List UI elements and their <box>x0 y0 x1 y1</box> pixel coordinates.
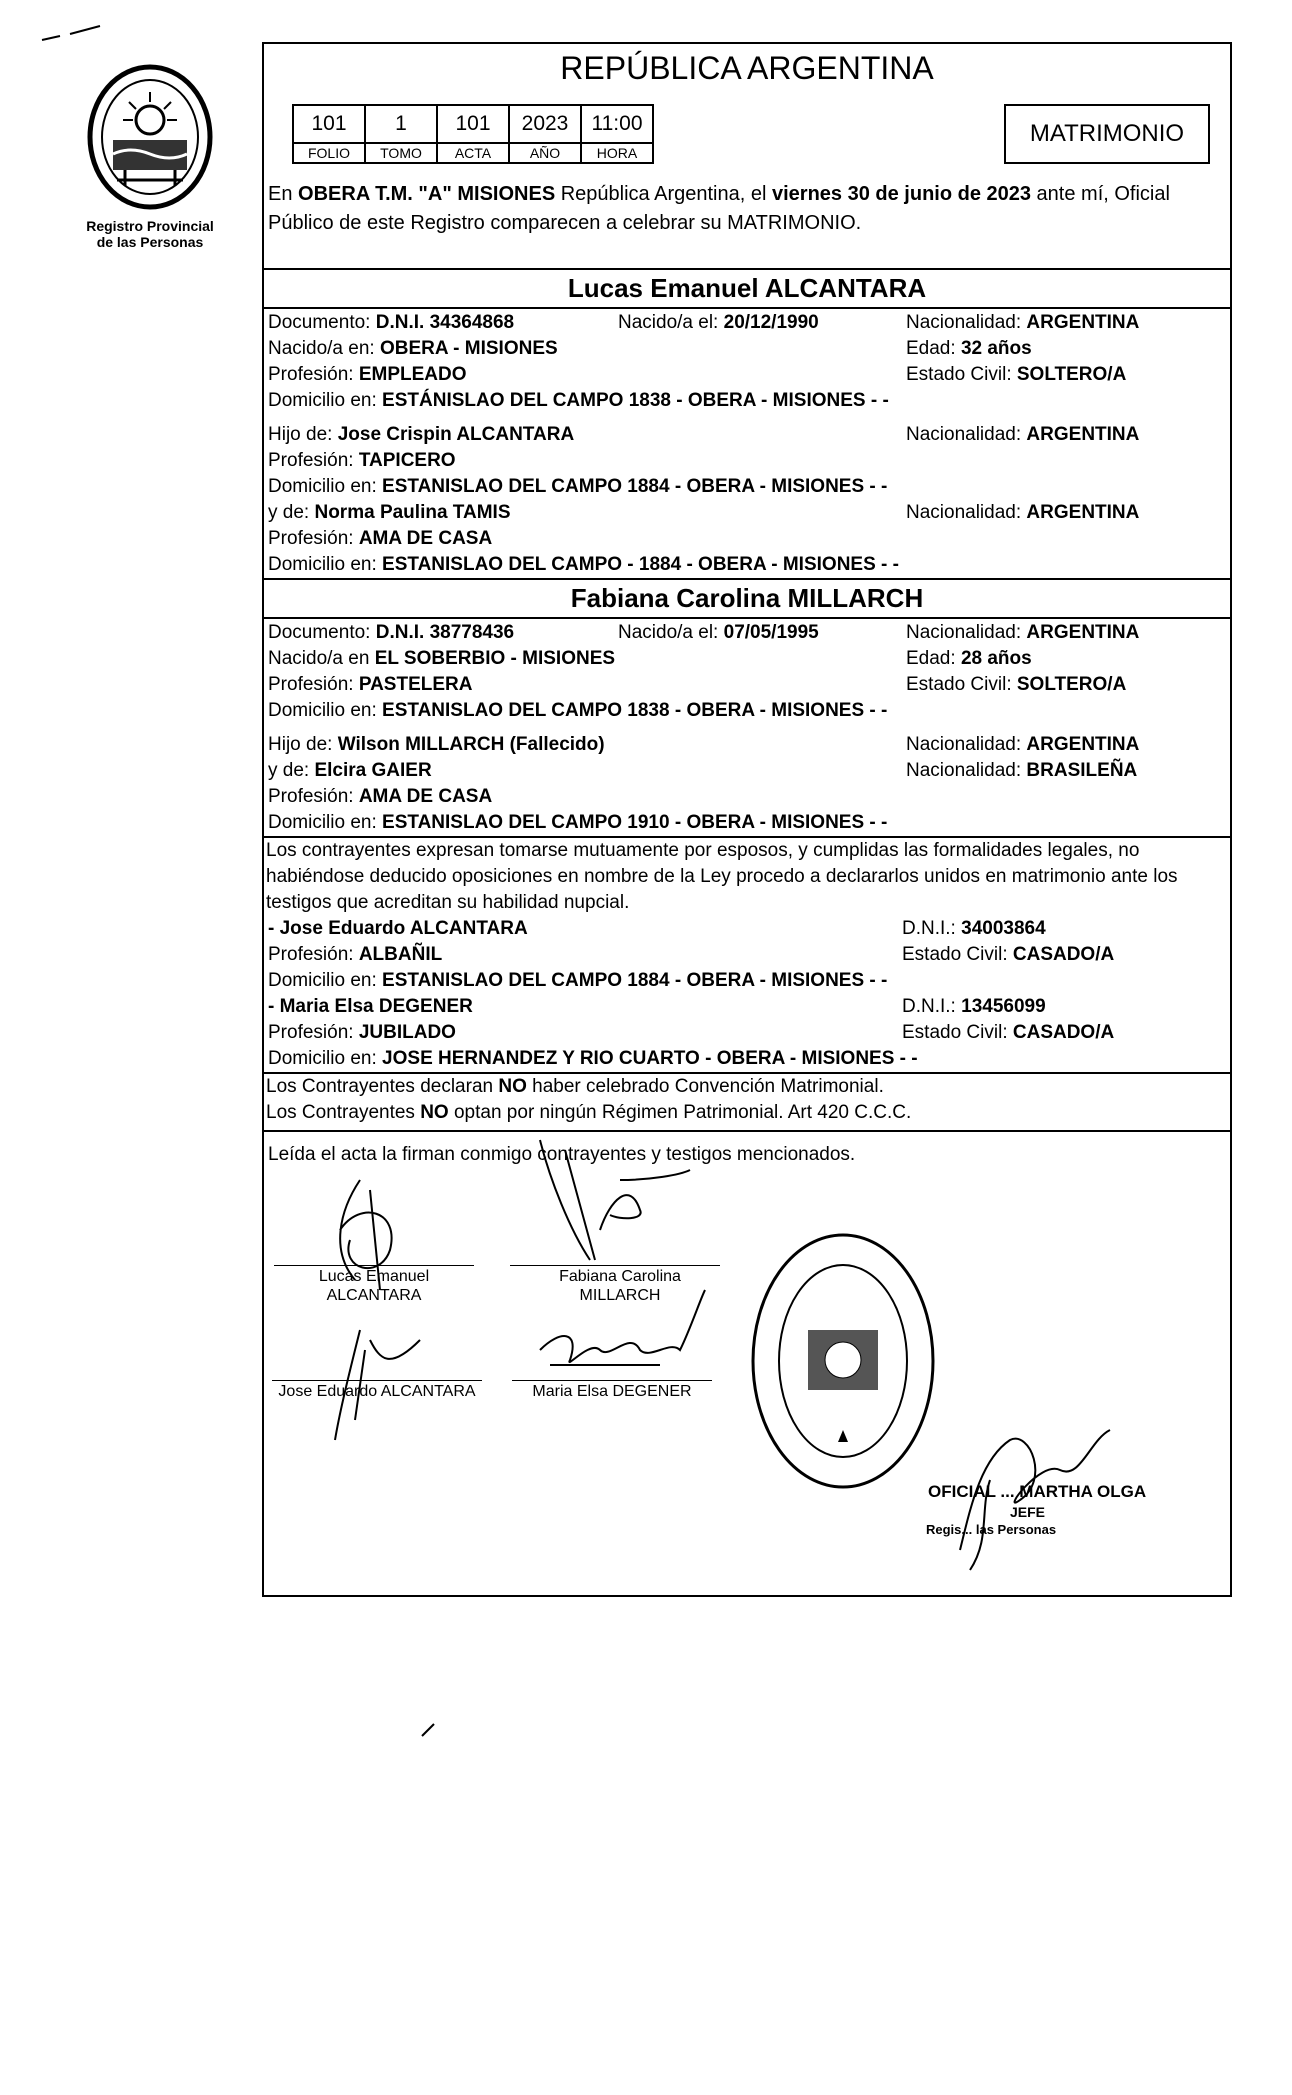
bride-father: Hijo de: Wilson MILLARCH (Fallecido) <box>268 734 605 755</box>
official-stamp-line1: OFICIAL ... MARTHA OLGA <box>928 1482 1147 1501</box>
witness1-profession: Profesión: ALBAÑIL <box>268 944 443 965</box>
intro-paragraph <box>268 180 1228 238</box>
bride-mother-profession: Profesión: AMA DE CASA <box>268 786 493 807</box>
groom-father: Hijo de: Jose Crispin ALCANTARA <box>268 424 575 445</box>
bride-nationality: Nacionalidad: ARGENTINA <box>906 622 1140 643</box>
bride-address: Domicilio en: ESTANISLAO DEL CAMPO 1838 - OBERA - MISIONES - - <box>268 700 888 721</box>
hora-label: HORA <box>581 143 653 163</box>
registry-logo <box>70 62 230 252</box>
bride-birthplace: Nacido/a en EL SOBERBIO - MISIONES <box>268 648 616 669</box>
record-id-table <box>292 104 654 164</box>
groom-civil-status: Estado Civil: SOLTERO/A <box>906 364 1127 385</box>
witness1-name: - Jose Eduardo ALCANTARA <box>268 918 528 939</box>
bride-profession: Profesión: PASTELERA <box>268 674 473 695</box>
groom-birthplace: Nacido/a en: OBERA - MISIONES <box>268 338 558 359</box>
closing-statement: Leída el acta la firman conmigo contrayentes y testigos mencionados. <box>268 1144 856 1165</box>
witness2-dni: D.N.I.: 13456099 <box>902 996 1046 1017</box>
witness2-signature-caption: Maria Elsa DEGENER <box>532 1383 692 1400</box>
groom-father-nationality: Nacionalidad: ARGENTINA <box>906 424 1140 445</box>
acta-label: ACTA <box>437 143 509 163</box>
registry-seal-icon <box>748 1230 938 1492</box>
tomo-value: 1 <box>365 105 437 143</box>
divider <box>262 307 1232 309</box>
intro-text-2: República Argentina, el <box>555 183 772 205</box>
groom-profession: Profesión: EMPLEADO <box>268 364 467 385</box>
registry-caption-line1: Registro Provincial <box>86 218 214 234</box>
groom-age: Edad: 32 años <box>906 338 1032 359</box>
groom-signature-caption: Lucas Emanuel ALCANTARA <box>318 1268 430 1304</box>
province-emblem-icon <box>85 62 215 212</box>
divider <box>262 1072 1232 1074</box>
groom-mother-address: Domicilio en: ESTANISLAO DEL CAMPO - 1884 - OBERA - MISIONES - - <box>268 554 899 575</box>
witness2-address: Domicilio en: JOSE HERNANDEZ Y RIO CUARTO - OBERA - MISIONES - - <box>268 1048 918 1069</box>
intro-text-1: En <box>268 183 299 205</box>
folio-value: 101 <box>293 105 365 143</box>
groom-nationality: Nacionalidad: ARGENTINA <box>906 312 1140 333</box>
bride-mother-address: Domicilio en: ESTANISLAO DEL CAMPO 1910 - OBERA - MISIONES - - <box>268 812 888 833</box>
witness1-address: Domicilio en: ESTANISLAO DEL CAMPO 1884 - OBERA - MISIONES - - <box>268 970 888 991</box>
bride-signature-caption: Fabiana Carolina MILLARCH <box>559 1268 681 1304</box>
anio-label: AÑO <box>509 143 581 163</box>
intro-place: OBERA T.M. "A" MISIONES <box>298 183 556 205</box>
witness2-signature-line <box>512 1380 712 1381</box>
witness1-civil-status: Estado Civil: CASADO/A <box>902 944 1115 965</box>
groom-father-profession: Profesión: TAPICERO <box>268 450 456 471</box>
bride-signature <box>520 1140 700 1270</box>
anio-value: 2023 <box>509 105 581 143</box>
intro-date: viernes 30 de junio de 2023 <box>771 183 1031 205</box>
bride-age: Edad: 28 años <box>906 648 1032 669</box>
official-stamp-line3: Regis... las Personas <box>926 1522 1057 1537</box>
registry-caption-line2: de las Personas <box>96 234 204 250</box>
groom-document: Documento: D.N.I. 34364868 <box>268 312 515 333</box>
witness2-name: - Maria Elsa DEGENER <box>268 996 473 1017</box>
bride-signature-line <box>510 1265 720 1266</box>
witness1-signature-caption: Jose Eduardo ALCANTARA <box>278 1383 476 1400</box>
convention-statement: Los Contrayentes declaran NO haber celebrado Convención Matrimonial. <box>266 1076 884 1097</box>
document-type-box: MATRIMONIO <box>1004 104 1210 164</box>
hora-value: 11:00 <box>581 105 653 143</box>
divider <box>262 617 1232 619</box>
groom-signature-line <box>274 1265 474 1266</box>
page-title: REPÚBLICA ARGENTINA <box>560 50 934 86</box>
groom-mother-nationality: Nacionalidad: ARGENTINA <box>906 502 1140 523</box>
bride-birthdate: Nacido/a el: 07/05/1995 <box>618 622 819 643</box>
bride-mother-nationality: Nacionalidad: BRASILEÑA <box>906 760 1138 781</box>
groom-address: Domicilio en: ESTÁNISLAO DEL CAMPO 1838 - OBERA - MISIONES - - <box>268 390 889 411</box>
witness1-dni: D.N.I.: 34003864 <box>902 918 1046 939</box>
divider <box>262 1130 1232 1132</box>
witness2-civil-status: Estado Civil: CASADO/A <box>902 1022 1115 1043</box>
regime-statement: Los Contrayentes NO optan por ningún Régimen Patrimonial. Art 420 C.C.C. <box>266 1102 912 1123</box>
divider <box>262 578 1232 580</box>
tomo-label: TOMO <box>365 143 437 163</box>
registry-caption <box>70 218 230 250</box>
groom-mother: y de: Norma Paulina TAMIS <box>268 502 511 523</box>
divider <box>262 268 1232 270</box>
groom-father-address: Domicilio en: ESTANISLAO DEL CAMPO 1884 - OBERA - MISIONES - - <box>268 476 888 497</box>
intro-text-3: ante mí, Oficial Público de este Registro comparecen a celebrar su MATRIMONIO. <box>268 183 1170 234</box>
witness2-profession: Profesión: JUBILADO <box>268 1022 456 1043</box>
groom-birthdate: Nacido/a el: 20/12/1990 <box>618 312 819 333</box>
bride-name: Fabiana Carolina MILLARCH <box>570 583 924 613</box>
scan-mark <box>420 1720 440 1740</box>
scan-mark <box>40 20 120 50</box>
bride-civil-status: Estado Civil: SOLTERO/A <box>906 674 1127 695</box>
acta-value: 101 <box>437 105 509 143</box>
official-stamp-line2: JEFE <box>1010 1504 1046 1520</box>
bride-document: Documento: D.N.I. 38778436 <box>268 622 515 643</box>
folio-label: FOLIO <box>293 143 365 163</box>
groom-mother-profession: Profesión: AMA DE CASA <box>268 528 493 549</box>
declaration-paragraph: Los contrayentes expresan tomarse mutuamente por esposos, y cumplidas las formalidades legales, no habiéndose deducido oposiciones en nombre de la Ley procedo a declararlos unidos en matrimonio ante los testigos que acreditan su habilidad nupcial. <box>266 840 1178 913</box>
bride-mother: y de: Elcira GAIER <box>268 760 432 781</box>
bride-father-nationality: Nacionalidad: ARGENTINA <box>906 734 1140 755</box>
groom-name: Lucas Emanuel ALCANTARA <box>567 273 927 303</box>
witness1-signature-line <box>272 1380 482 1381</box>
